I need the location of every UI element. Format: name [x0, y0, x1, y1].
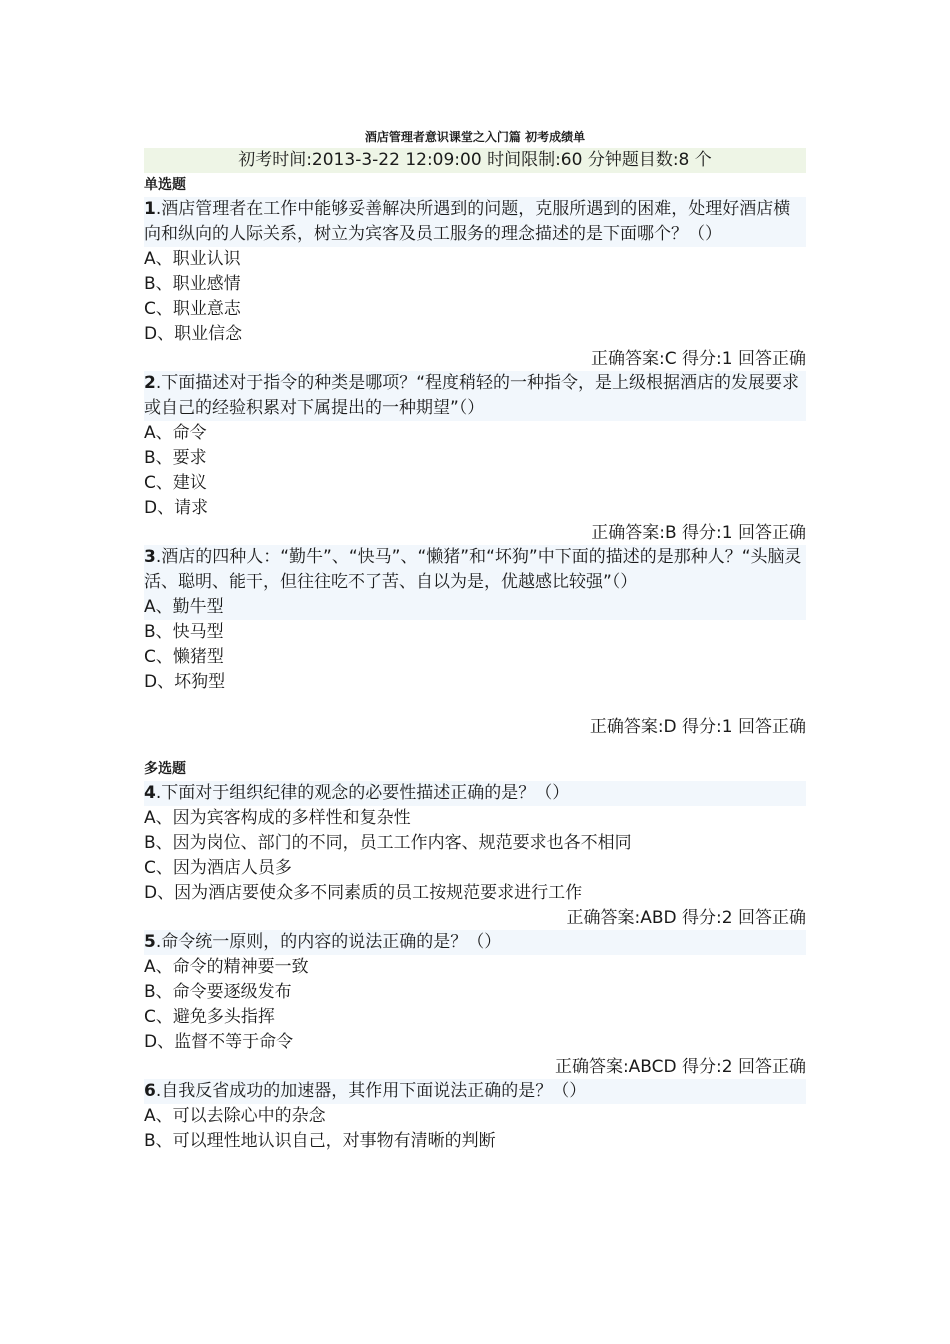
- question-number: 6: [144, 1081, 156, 1101]
- section-heading-single: 单选题: [144, 177, 186, 193]
- question-number: 1: [144, 199, 156, 219]
- option-a: A、可以去除心中的杂念: [144, 1106, 326, 1126]
- question-6: [144, 1079, 806, 1104]
- option-b: B、职业感情: [144, 274, 241, 294]
- section-heading-multiple: 多选题: [144, 761, 186, 777]
- option-d: D、职业信念: [144, 324, 243, 344]
- question-number: 2: [144, 373, 156, 393]
- option-c: C、懒猪型: [144, 647, 224, 667]
- answer-result: 正确答案:ABD 得分:2 回答正确: [566, 908, 806, 928]
- option-c: C、建议: [144, 473, 207, 493]
- answer-result: 正确答案:ABCD 得分:2 回答正确: [554, 1057, 806, 1077]
- answer-result: 正确答案:C 得分:1 回答正确: [591, 349, 806, 369]
- option-a: A、勤牛型: [144, 595, 806, 620]
- question-1: [144, 197, 806, 247]
- question-2: [144, 371, 806, 421]
- option-a: A、命令的精神要一致: [144, 957, 309, 977]
- question-text: .命令统一原则，的内容的说法正确的是？（）: [155, 932, 502, 952]
- option-b: B、可以理性地认识自己，对事物有清晰的判断: [144, 1131, 496, 1151]
- page-title: 酒店管理者意识课堂之入门篇 初考成绩单: [364, 130, 586, 144]
- option-d: D、请求: [144, 498, 209, 518]
- question-5: [144, 930, 806, 955]
- option-d: D、坏狗型: [144, 672, 226, 692]
- option-b: B、因为岗位、部门的不同，员工工作内客、规范要求也各不相同: [144, 833, 632, 853]
- answer-result: 正确答案:D 得分:1 回答正确: [589, 717, 806, 737]
- question-number: 5: [144, 932, 156, 952]
- spacer: [144, 739, 806, 757]
- question-text: .酒店的四种人：“勤牛”、“快马”、“懒猪”和“坏狗”中下面的描述的是那种人？“头脑灵活、聪明、能干，但往往吃不了苦、自以为是，优越感比较强”（）: [144, 547, 802, 592]
- question-text: .自我反省成功的加速器，其作用下面说法正确的是？（）: [155, 1081, 587, 1101]
- option-b: B、要求: [144, 448, 207, 468]
- question-number: 4: [144, 783, 156, 803]
- option-b: B、快马型: [144, 622, 224, 642]
- question-text: .酒店管理者在工作中能够妥善解决所遇到的问题，克服所遇到的困难，处理好酒店横向和纵向的人际关系，树立为宾客及员工服务的理念描述的是下面哪个？（）: [144, 199, 791, 244]
- question-text: .下面描述对于指令的种类是哪项？“程度稍轻的一种指令，是上级根据酒店的发展要求或自己的经验积累对下属提出的一种期望”（）: [144, 373, 800, 418]
- option-d: D、因为酒店要使众多不同素质的员工按规范要求进行工作: [144, 883, 583, 903]
- question-4: [144, 781, 806, 806]
- option-a: A、职业认识: [144, 249, 241, 269]
- exam-meta: 初考时间:2013-3-22 12:09:00 时间限制:60 分钟题目数:8 个: [144, 148, 806, 173]
- spacer: [144, 695, 806, 715]
- question-3: [144, 545, 806, 595]
- option-a: A、命令: [144, 423, 207, 443]
- option-c: C、避免多头指挥: [144, 1007, 275, 1027]
- option-c: C、因为酒店人员多: [144, 858, 292, 878]
- option-a: A、因为宾客构成的多样性和复杂性: [144, 808, 411, 828]
- option-b: B、命令要逐级发布: [144, 982, 292, 1002]
- option-d: D、监督不等于命令: [144, 1032, 294, 1052]
- exam-report: [144, 126, 806, 1154]
- question-text: .下面对于组织纪律的观念的必要性描述正确的是？（）: [155, 783, 570, 803]
- option-c: C、职业意志: [144, 299, 241, 319]
- answer-result: 正确答案:B 得分:1 回答正确: [591, 523, 806, 543]
- question-number: 3: [144, 547, 156, 567]
